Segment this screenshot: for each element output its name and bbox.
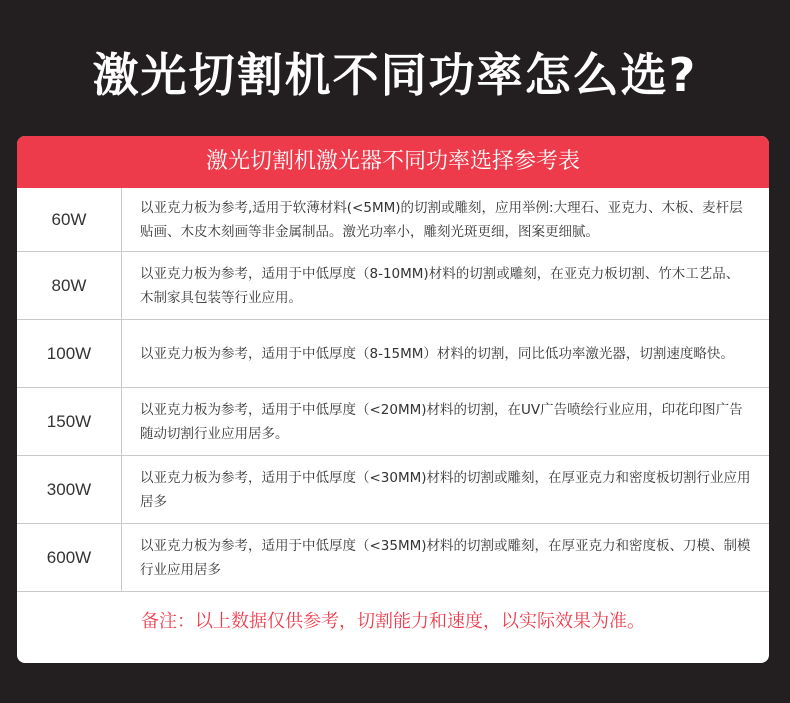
table-row [17, 524, 769, 592]
table-header: 激光切割机激光器不同功率选择参考表 [17, 136, 769, 188]
description-cell: 以亚克力板为参考，适用于中低厚度（8-10MM)材料的切割或雕刻，在亚克力板切割、竹木工艺品、木制家具包装等行业应用。 [140, 265, 740, 306]
table-row [17, 252, 769, 320]
power-cell: 300W [17, 456, 122, 523]
table-row [17, 388, 769, 456]
description-cell: 以亚克力板为参考，适用于中低厚度（8-15MM）材料的切割，同比低功率激光器，切割速度略快。 [140, 345, 734, 362]
table-row [17, 456, 769, 524]
description-cell: 以亚克力板为参考,适用于软薄材料(<5MM)的切割或雕刻，应用举例:大理石、亚克力、木板、麦杆层贴画、木皮木刻画等非金属制品。激光功率小，雕刻光斑更细，图案更细腻。 [140, 199, 743, 240]
footnote: 备注：以上数据仅供参考，切割能力和速度，以实际效果为准。 [141, 611, 645, 632]
description-cell: 以亚克力板为参考，适用于中低厚度（<30MM)材料的切割或雕刻，在厚亚克力和密度板切割行业应用居多 [140, 469, 751, 510]
table-row [17, 188, 769, 252]
power-cell: 60W [17, 188, 122, 251]
power-cell: 600W [17, 524, 122, 591]
description-cell: 以亚克力板为参考，适用于中低厚度（<20MM)材料的切割，在UV广告喷绘行业应用，印花印图广告随动切割行业应用居多。 [140, 401, 743, 442]
power-cell: 150W [17, 388, 122, 455]
power-cell: 80W [17, 252, 122, 319]
description-cell: 以亚克力板为参考，适用于中低厚度（<35MM)材料的切割或雕刻，在厚亚克力和密度板、刀模、制模行业应用居多 [140, 537, 751, 578]
page-title: 激光切割机不同功率怎么选? [92, 48, 698, 102]
power-reference-table [17, 136, 769, 663]
power-cell: 100W [17, 320, 122, 387]
table-row [17, 320, 769, 388]
